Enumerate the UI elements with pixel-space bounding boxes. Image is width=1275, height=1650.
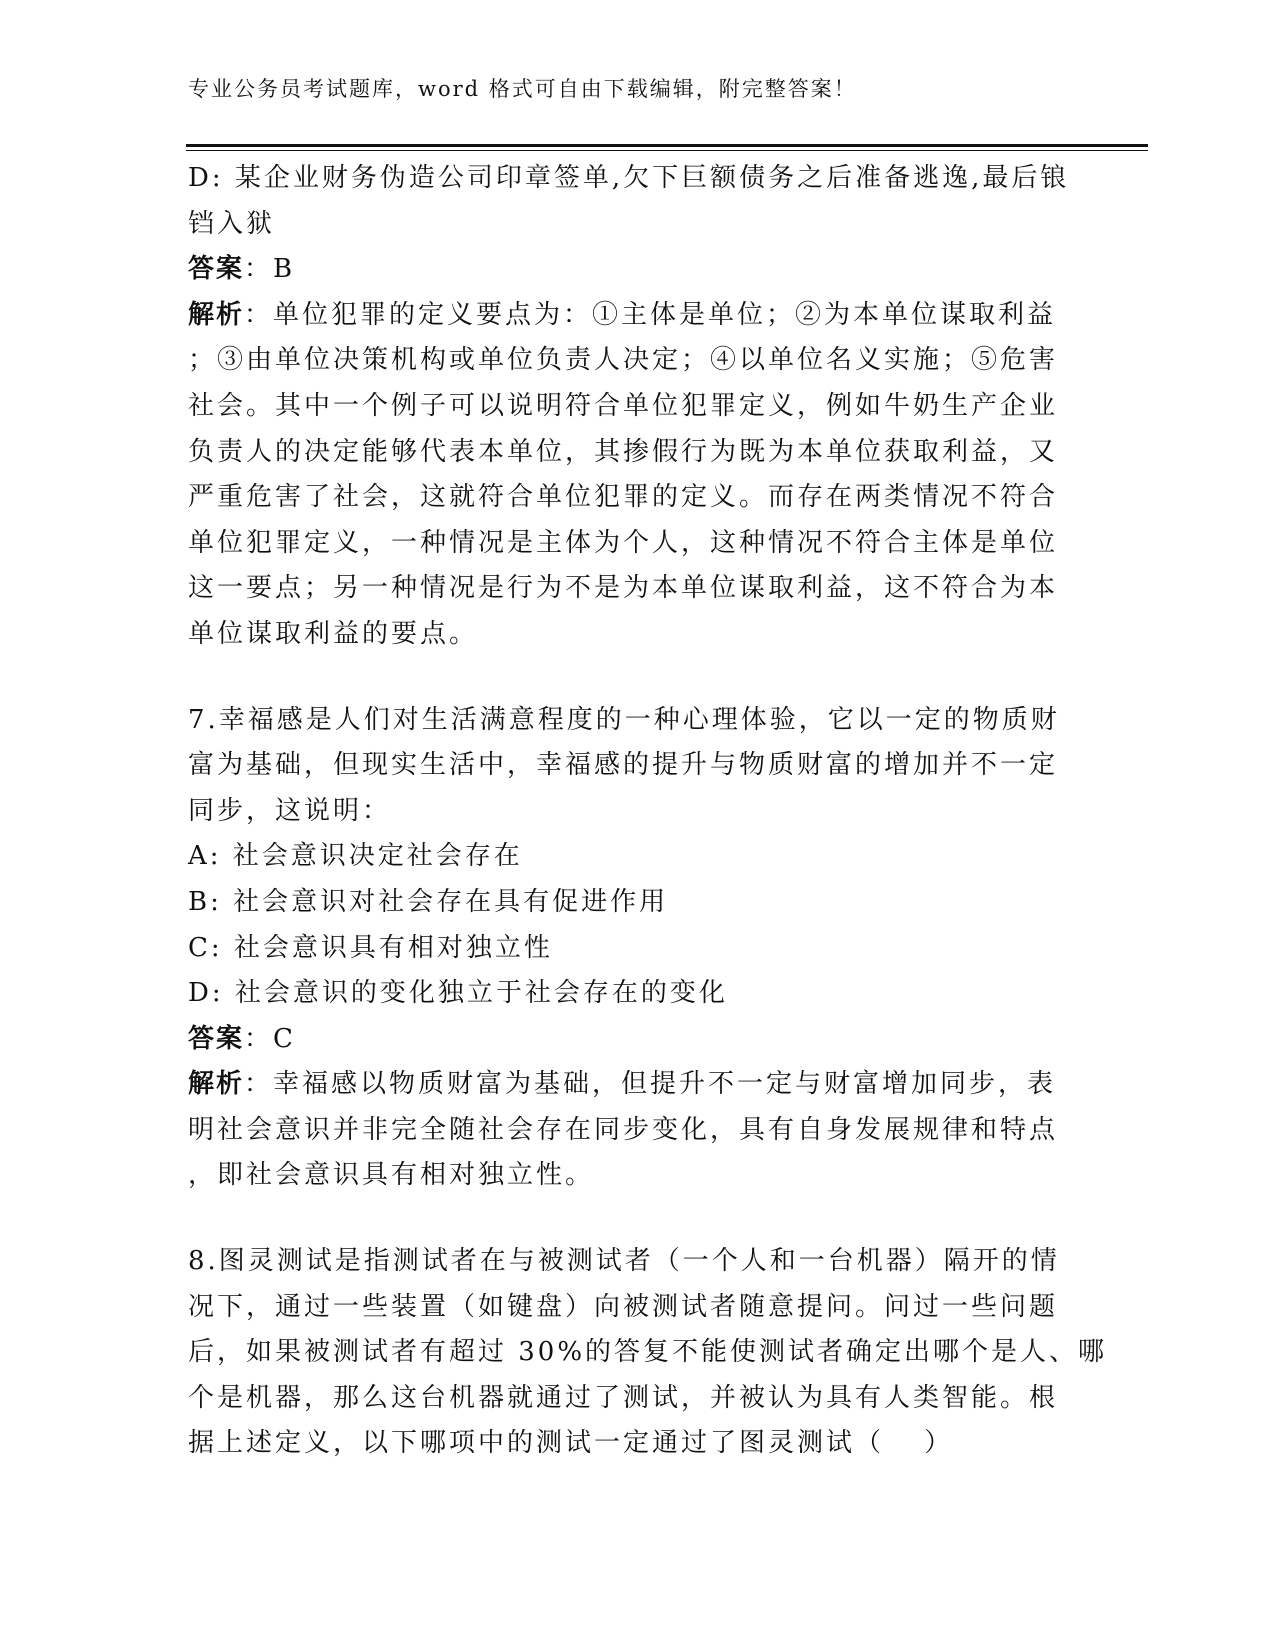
analysis-line: 明社会意识并非完全随社会存在同步变化，具有自身发展规律和特点: [188, 1114, 1059, 1145]
analysis-text: ：幸福感以物质财富为基础，但提升不一定与财富增加同步，表: [244, 1069, 1057, 1100]
analysis-line: 社会。其中一个例子可以说明符合单位犯罪定义，例如牛奶生产企业: [188, 390, 1059, 421]
answer-line: [188, 1017, 1088, 1063]
question-stem-line: 个是机器，那么这台机器就通过了测试，并被认为具有人类智能。根: [188, 1382, 1059, 1413]
question-stem-line: 富为基础，但现实生活中，幸福感的提升与物质财富的增加并不一定: [188, 750, 1059, 781]
analysis-line: 负责人的决定能够代表本单位，其掺假行为既为本单位获取利益，又: [188, 436, 1059, 467]
analysis-line: 严重危害了社会，这就符合单位犯罪的定义。而存在两类情况不符合: [188, 482, 1059, 513]
analysis-line: [188, 1062, 1088, 1108]
analysis-line: 单位犯罪定义，一种情况是主体为个人，这种情况不符合主体是单位: [188, 527, 1059, 558]
question-spacer: [188, 658, 1088, 698]
answer-label: 答案: [188, 1023, 245, 1054]
option-b: B: 社会意识对社会存在具有促进作用: [188, 886, 669, 917]
answer-value: ：C: [244, 1023, 296, 1054]
header-rule-thin: [186, 150, 1148, 151]
analysis-text: ：单位犯罪的定义要点为：①主体是单位；②为本单位谋取利益: [244, 299, 1057, 330]
answer-value: ：B: [244, 254, 296, 285]
question-stem-line: 7.幸福感是人们对生活满意程度的一种心理体验，它以一定的物质财: [188, 704, 1060, 735]
question-stem-line: 同步，这说明：: [188, 795, 392, 826]
question-spacer: [188, 1199, 1088, 1239]
question-stem-line: 况下，通过一些装置（如键盘）向被测试者随意提问。问过一些问题: [188, 1291, 1059, 1322]
analysis-line: ；③由单位决策机构或单位负责人决定；④以单位名义实施；⑤危害: [188, 345, 1059, 376]
answer-line: [188, 247, 1088, 293]
question-stem-line: 后，如果被测试者有超过 30%的答复不能使测试者确定出哪个是人、哪: [188, 1337, 1108, 1368]
question-stem-line: 据上述定义，以下哪项中的测试一定通过了图灵测试（ ）: [188, 1428, 954, 1459]
question-8: [188, 1239, 1108, 1467]
option-c: C: 社会意识具有相对独立性: [188, 932, 553, 963]
header-rule-thick: [186, 144, 1148, 147]
header-text: 专业公务员考试题库，word 格式可自由下载编辑，附完整答案！: [188, 77, 857, 101]
analysis-line: ，即社会意识具有相对独立性。: [188, 1160, 595, 1191]
option-a: A: 社会意识决定社会存在: [188, 841, 523, 872]
option-d: D: 社会意识的变化独立于社会存在的变化: [188, 978, 728, 1009]
analysis-label: 解析: [188, 299, 245, 330]
analysis-line: 单位谋取利益的要点。: [188, 618, 479, 649]
option-d-line: 铛入狱: [188, 208, 276, 239]
analysis-line: 这一要点；另一种情况是行为不是为本单位谋取利益，这不符合为本: [188, 573, 1059, 604]
document-body: [188, 156, 1108, 1467]
question-stem-line: 8.图灵测试是指测试者在与被测试者（一个人和一台机器）隔开的情: [188, 1246, 1060, 1277]
answer-label: 答案: [188, 254, 245, 285]
analysis-line: [188, 293, 1088, 339]
analysis-label: 解析: [188, 1069, 245, 1100]
question-6: [188, 156, 1088, 658]
question-7: [188, 698, 1088, 1200]
option-d-line: D: 某企业财务伪造公司印章签单,欠下巨额债务之后准备逃逸,最后锒: [188, 163, 1070, 193]
